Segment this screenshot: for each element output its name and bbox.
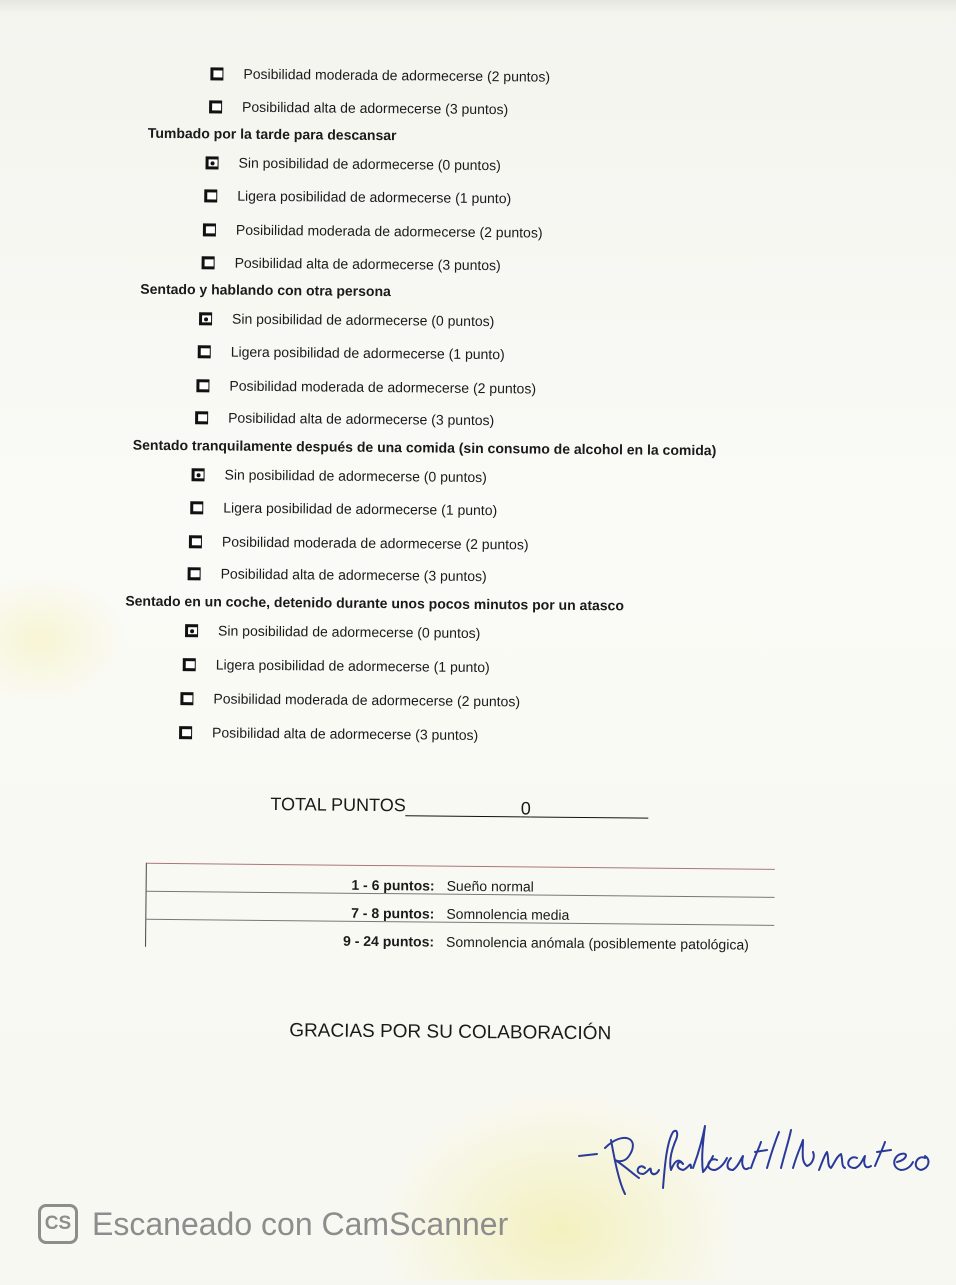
checkbox[interactable] <box>204 189 217 202</box>
option-label: Posibilidad alta de adormecerse (3 puntos) <box>228 409 495 429</box>
option-q0-high[interactable] <box>209 98 508 117</box>
option-q2-moderate[interactable] <box>196 377 536 396</box>
camscanner-logo-icon: CS <box>38 1204 78 1244</box>
total-value[interactable]: 0 <box>520 798 531 819</box>
checkbox-checked[interactable] <box>185 624 198 637</box>
score-legend-table <box>145 863 775 953</box>
checkbox-checked[interactable] <box>192 468 205 481</box>
option-q1-slight[interactable] <box>204 187 511 206</box>
total-label: TOTAL PUNTOS <box>270 793 406 816</box>
option-q0-moderate[interactable] <box>210 65 550 84</box>
option-label: Posibilidad moderada de adormecerse (2 puntos) <box>235 221 543 241</box>
option-label: Sin posibilidad de adormecerse (0 puntos) <box>238 154 501 174</box>
option-label: Ligera posibilidad de adormecerse (1 punto) <box>215 656 490 676</box>
checkbox[interactable] <box>210 67 223 80</box>
option-label: Posibilidad alta de adormecerse (3 puntos) <box>220 565 487 585</box>
total-underline-right <box>531 798 649 818</box>
legend-row <box>146 919 774 953</box>
handwritten-signature <box>575 1112 935 1202</box>
legend-desc: Somnolencia media <box>446 905 570 923</box>
option-q4-moderate[interactable] <box>180 690 520 709</box>
question-title: Tumbado por la tarde para descansar <box>147 124 397 144</box>
question-title: Sentado tranquilamente después de una comida (sin consumo de alcohol en la comida) <box>132 436 717 459</box>
option-label: Posibilidad alta de adormecerse (3 puntos) <box>212 724 479 743</box>
option-label: Posibilidad alta de adormecerse (3 puntos) <box>242 98 509 118</box>
option-label: Sin posibilidad de adormecerse (0 puntos) <box>231 310 495 330</box>
option-q3-none[interactable] <box>192 466 487 485</box>
option-label: Posibilidad moderada de adormecerse (2 puntos) <box>229 377 537 397</box>
checkbox-checked[interactable] <box>199 312 212 325</box>
checkbox[interactable] <box>203 223 216 236</box>
legend-range: 7 - 8 puntos: <box>351 904 435 922</box>
checkbox[interactable] <box>196 379 209 392</box>
option-label: Posibilidad moderada de adormecerse (2 puntos) <box>213 690 521 710</box>
total-underline-left <box>406 797 521 817</box>
option-q1-none[interactable] <box>205 154 500 173</box>
option-q3-high[interactable] <box>188 565 487 584</box>
legend-range: 1 - 6 puntos: <box>351 876 435 894</box>
option-q1-moderate[interactable] <box>203 221 543 240</box>
checkbox[interactable] <box>209 100 222 113</box>
checkbox-checked[interactable] <box>206 156 219 169</box>
total-points <box>270 794 649 819</box>
checkbox[interactable] <box>195 411 208 424</box>
option-q2-slight[interactable] <box>198 343 505 362</box>
option-label: Ligera posibilidad de adormecerse (1 punto) <box>223 499 498 519</box>
option-q1-high[interactable] <box>202 254 501 273</box>
option-q3-moderate[interactable] <box>189 533 529 552</box>
checkbox[interactable] <box>198 345 211 358</box>
checkbox[interactable] <box>180 692 193 705</box>
question-title: Sentado y hablando con otra persona <box>140 280 391 300</box>
legend-range: 9 - 24 puntos: <box>343 932 435 950</box>
checkbox[interactable] <box>189 535 202 548</box>
option-label: Posibilidad moderada de adormecerse (2 puntos) <box>221 533 529 553</box>
checkbox[interactable] <box>190 501 203 514</box>
option-label: Sin posibilidad de adormecerse (0 puntos) <box>224 466 487 486</box>
checkbox[interactable] <box>188 567 201 580</box>
checkbox[interactable] <box>179 726 192 739</box>
option-label: Posibilidad moderada de adormecerse (2 puntos) <box>243 65 551 85</box>
option-q2-high[interactable] <box>195 409 494 428</box>
option-label: Sin posibilidad de adormecerse (0 puntos) <box>218 622 481 642</box>
option-label: Ligera posibilidad de adormecerse (1 punto) <box>230 343 505 363</box>
option-q4-slight[interactable] <box>183 656 490 675</box>
checkbox[interactable] <box>202 256 215 269</box>
option-q4-high[interactable] <box>179 724 478 743</box>
legend-desc: Sueño normal <box>446 877 534 895</box>
camscanner-watermark <box>38 1204 508 1244</box>
option-label: Ligera posibilidad de adormecerse (1 punto) <box>237 187 512 207</box>
checkbox[interactable] <box>183 658 196 671</box>
thanks-message: GRACIAS POR SU COLABORACIÓN <box>289 1020 612 1045</box>
option-q3-slight[interactable] <box>190 499 497 518</box>
option-label: Posibilidad alta de adormecerse (3 puntos) <box>234 254 501 274</box>
option-q4-none[interactable] <box>185 622 480 641</box>
question-title: Sentado en un coche, detenido durante unos pocos minutos por un atasco <box>125 592 625 614</box>
option-q2-none[interactable] <box>199 310 494 329</box>
legend-desc: Somnolencia anómala (posiblemente patológica) <box>446 933 749 953</box>
watermark-text: Escaneado con CamScanner <box>92 1205 509 1242</box>
